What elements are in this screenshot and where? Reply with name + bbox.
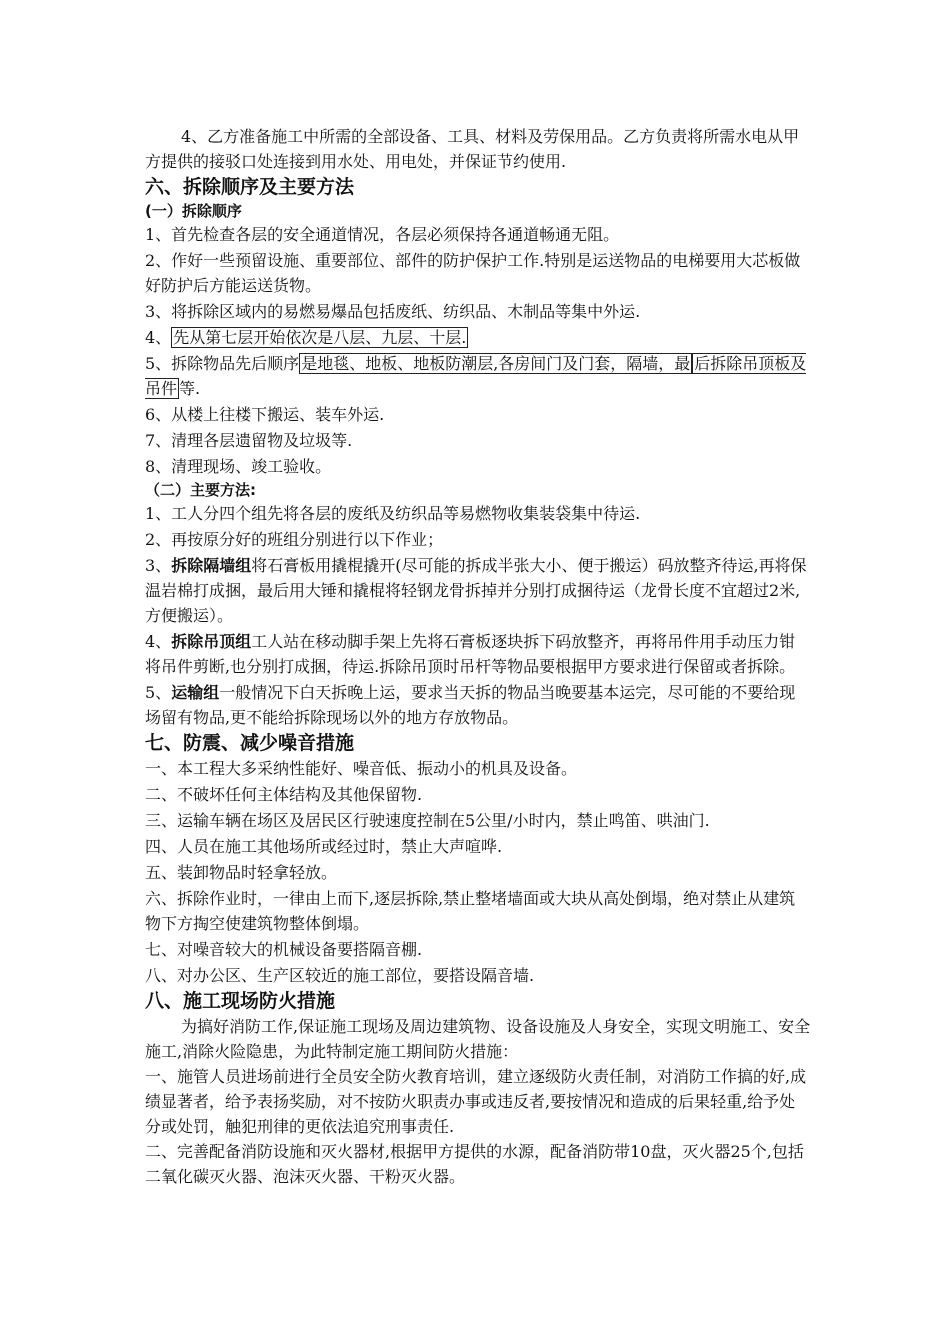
boxed-removal-order-part1: 是地毯、地板、地板防潮层,各房间门及门套，隔墙，最 xyxy=(301,354,691,373)
noise-item-8: 八、对办公区、生产区较近的施工部位，要搭设隔音墙. xyxy=(145,966,535,985)
order-item-6: 6、从楼上往楼下搬运、装车外运. xyxy=(145,405,385,424)
noise-item-4: 四、人员在施工其他场所或经过时，禁止大声喧哗. xyxy=(145,837,503,856)
heading-noise-measures: 七、防震、减少噪音措施 xyxy=(145,732,355,754)
heading-demolition-order-methods: 六、拆除顺序及主要方法 xyxy=(145,176,355,198)
order-item-4 xyxy=(145,325,811,350)
method-item-5-text: 一般情况下白天拆晚上运，要求当天拆的物品当晚要基本运完，尽可能的不要给现场留有物品,更不能给拆除现场以外的地方存放物品。 xyxy=(145,683,796,727)
fire-intro: 为搞好消防工作,保证施工现场及周边建筑物、设备设施及人身安全，实现文明施工、安全施工,消除火险隐患，为此特制定施工期间防火措施： xyxy=(145,1017,811,1061)
method-item-4-text: 工人站在移动脚手架上先将石膏板逐块拆下码放整齐，再将吊件用手动压力钳将吊件剪断,也分别打成捆，待运.拆除吊顶时吊杆等物品要根据甲方要求进行保留或者拆除。 xyxy=(145,632,796,676)
method-item-3-text: 将石膏板用撬棍撬开(尽可能的拆成半张大小、便于搬运）码放整齐待运,再将保温岩棉打成捆，最后用大锤和撬棍将轻钢龙骨拆掉并分别打成捆待运（龙骨长度不宜超过2米,方便搬运）。 xyxy=(145,556,807,625)
method-item-2: 2、再按原分好的班组分别进行以下作业； xyxy=(145,530,444,549)
order-item-2: 2、作好一些预留设施、重要部位、部件的防护保护工作.特别是运送物品的电梯要用大芯板做好防护后方能运送货物。 xyxy=(145,251,801,295)
noise-item-2: 二、不破坏任何主体结构及其他保留物. xyxy=(145,785,423,804)
fire-item-2: 二、完善配备消防设施和灭火器材,根据甲方提供的水源，配备消防带10盘，灭火器25个,包括二氧化碳灭火器、泡沫灭火器、干粉灭火器。 xyxy=(145,1142,804,1186)
method-item-3-number: 3、 xyxy=(145,556,172,575)
noise-item-5: 五、装卸物品时轻拿轻放。 xyxy=(145,863,338,882)
noise-item-7: 七、对噪音较大的机械设备要搭隔音棚. xyxy=(145,940,423,959)
order-item-1: 1、首先检查各层的安全通道情况，各层必须保持各通道畅通无阻。 xyxy=(145,225,620,244)
noise-item-6: 六、拆除作业时，一律由上而下,逐层拆除,禁止整堵墙面或大块从高处倒塌，绝对禁止从建筑物下方掏空使建筑物整体倒塌。 xyxy=(145,889,796,933)
order-item-4-number: 4、 xyxy=(145,328,172,347)
boxed-floor-sequence: 先从第七层开始依次是八层、九层、十层. xyxy=(173,328,467,347)
method-item-3 xyxy=(145,553,811,628)
transport-team-label: 运输组 xyxy=(171,683,220,702)
subheading-demolition-order: (一）拆除顺序 xyxy=(145,202,242,220)
order-item-5-prefix: 5、拆除物品先后顺序 xyxy=(145,354,300,373)
order-item-3: 3、将拆除区域内的易燃易爆品包括废纸、纺织品、木制品等集中外运. xyxy=(145,302,641,321)
document-page xyxy=(145,124,811,1189)
boxed-removal-order-part2: 后拆除吊顶板及吊件 xyxy=(145,354,807,398)
method-item-4-number: 4、 xyxy=(145,632,172,651)
method-item-1: 1、工人分四个组先将各层的废纸及纺织品等易燃物收集装袋集中待运. xyxy=(145,504,641,523)
fire-item-1: 一、施管人员进场前进行全员安全防火教育培训，建立逐级防火责任制，对消防工作搞的好,成绩显著者，给予表扬奖励，对不按防火职责办事或违反者,要按情况和造成的后果轻重,给予处分或处罚，触犯刑律的更依法追究刑事责任. xyxy=(145,1067,807,1136)
method-item-5-number: 5、 xyxy=(145,683,172,702)
order-item-5-suffix: 等. xyxy=(179,379,201,398)
paragraph-supply-equipment: 4、乙方准备施工中所需的全部设备、工具、材料及劳保用品。乙方负责将所需水电从甲方提供的接驳口处连接到用水处、用电处，并保证节约使用. xyxy=(145,127,800,171)
heading-fire-prevention: 八、施工现场防火措施 xyxy=(145,990,336,1012)
ceiling-team-label: 拆除吊顶组 xyxy=(171,632,252,651)
order-item-7: 7、清理各层遗留物及垃圾等. xyxy=(145,431,353,450)
partition-team-label: 拆除隔墙组 xyxy=(171,556,252,575)
method-item-5 xyxy=(145,680,811,730)
order-item-8: 8、清理现场、竣工验收。 xyxy=(145,457,332,476)
order-item-5 xyxy=(145,351,811,401)
noise-item-3: 三、运输车辆在场区及居民区行驶速度控制在5公里/小时内，禁止鸣笛、哄油门. xyxy=(145,811,710,830)
subheading-main-methods: （二）主要方法: xyxy=(145,481,256,499)
noise-item-1: 一、本工程大多采纳性能好、噪音低、振动小的机具及设备。 xyxy=(145,759,578,778)
method-item-4 xyxy=(145,629,811,679)
